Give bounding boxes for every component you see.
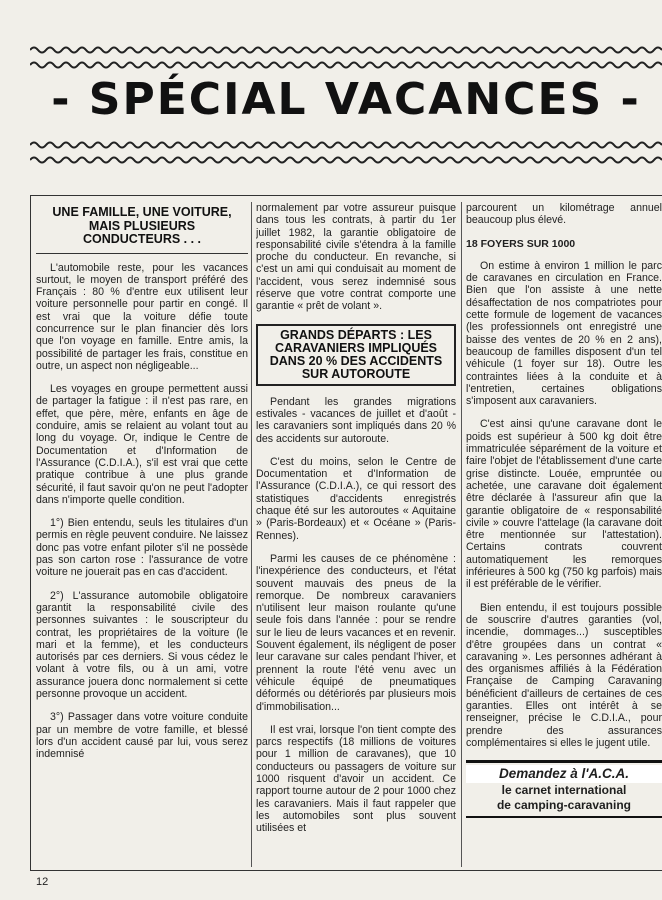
decorative-wave-band	[30, 140, 662, 150]
body-paragraph: Pendant les grandes migrations estivales - vacances de juillet et d'août - les caravaniers sont impliqués dans 20 % des accidents sur autoroute.	[256, 395, 456, 445]
body-paragraph: 3°) Passager dans votre voiture conduite par un membre de votre famille, et blessé lors d'un accident causé par lui, vous serez indemnisé	[36, 711, 248, 761]
body-paragraph: 1°) Bien entendu, seuls les titulaires d'un permis en règle peuvent conduire. Ne laissez donc pas votre enfant piloter s'il ne possède pas son carton rose : l'assurance de votre voiture ne jouerait pas en cas d'accident.	[36, 517, 248, 579]
heading-line: SUR AUTOROUTE	[301, 366, 411, 381]
body-paragraph: C'est du moins, selon le Centre de Documentation et d'Information de l'Assurance (C.D.I.A.), ce qui ressort des statistiques d'accidents enregistrés chaque été sur les autoroutes « Aquitaine » (Paris-Bordeaux) et « Océane » (Paris-Rennes).	[256, 455, 456, 542]
body-paragraph: On estime à environ 1 million le parc de caravanes en circulation en France. Bien que l'on assiste à une nette désaffectation de nos compatriotes pour cette formule de logement de vacances (les professionnels ont enregistré une baisse des ventes de 20 % en 2 ans), beaucoup de familles disposent d'un tel véhicule (1 foyer sur 18). Outre les contraintes liées à la conduite et à l'entretien, certaines obligations s'imposent aux caravaniers.	[466, 259, 662, 408]
subheading: 18 FOYERS SUR 1000	[466, 237, 576, 250]
article-column-3	[466, 202, 662, 867]
column-divider	[251, 202, 252, 867]
promo-line: le carnet international	[501, 783, 627, 798]
body-paragraph: parcourent un kilométrage annuel beaucoup plus élevé.	[466, 202, 662, 227]
heading-line: UNE FAMILLE, UNE VOITURE,	[52, 205, 232, 219]
promo-box	[466, 760, 662, 818]
body-paragraph: 2°) L'assurance automobile obligatoire garantit la responsabilité civile des personnes suivantes : le souscripteur du contrat, les propriétaires de la voiture (le mari et la femme), et les conducteurs autorisés par ces derniers. Si vous cédez le volant à votre fils, ou à un ami, votre assurance jouera donc normalement si cette personne provoque un accident.	[36, 589, 248, 700]
masthead-title: - SPÉCIAL VACANCES -	[51, 74, 641, 125]
body-paragraph: C'est ainsi qu'une caravane dont le poids est supérieur à 500 kg doit être immatriculée séparément de la voiture et faire l'objet de l'établissement d'une carte grise distincte. Louée, empruntée ou achetée, une caravane doit également être déclarée à l'assureur afin que la garantie obligatoire de « responsabilité civile » couvre l'attelage (la caravane doit être mentionnée sur l'attestation). Certains contrats couvrent automatiquement les remorques inférieures à 500 kg (750 kg parfois) mais il est préférable de le vérifier.	[466, 418, 662, 591]
body-paragraph: Parmi les causes de ce phénomène : l'inexpérience des conducteurs, et l'état souvent mauvais des pneus de la remorque. De nombreux caravaniers n'utilisent leur maison roulante qu'une seule fois dans l'année : pour se rendre sur le lieu de leurs vacances et en revenir. Souvent également, ils négligent de poser leur caravane sur cales pendant l'hiver, et prennent la route l'été venu avec un véhicule équipé de pneumatiques déformés ou détériorés par plusieurs mois d'immobilisation...	[256, 552, 456, 713]
article-column-1	[36, 202, 248, 867]
heading-line: CARAVANIERS IMPLIQUÉS	[274, 340, 438, 355]
decorative-wave-band	[30, 60, 662, 70]
heading-line: CONDUCTEURS . . .	[82, 232, 202, 246]
section-heading	[36, 202, 248, 254]
heading-line: DANS 20 % DES ACCIDENTS	[269, 353, 443, 368]
article-column-2	[256, 202, 456, 867]
body-paragraph: L'automobile reste, pour les vacances surtout, le moyen de transport préféré des Français : 80 % d'entre eux utilisent leur voiture personnelle pour partir en congé. Il est vrai que la voiture défie toute concurrence sur le plan financier dès lors que l'on voyage en famille. Entre amis, la possibilité de partager les frais, constitue en outre, un aspect non négligeable...	[36, 261, 248, 372]
decorative-wave-band	[30, 45, 662, 55]
decorative-wave-band	[30, 155, 662, 165]
promo-title: Demandez à l'A.C.A.	[466, 765, 662, 783]
section-heading-boxed	[256, 324, 456, 386]
heading-line: MAIS PLUSIEURS	[88, 218, 196, 233]
heading-line: GRANDS DÉPARTS : LES	[280, 327, 432, 342]
promo-line: de camping-caravaning	[496, 798, 632, 813]
body-paragraph: normalement par votre assureur puisque dans tous les contrats, à partir du 1er juillet 1982, la garantie obligatoire de responsabilité civile s'étendra à la famille proche du conducteur. En revanche, si c'est un ami qui conduisait au moment de l'accident, vous serez indemnisé sous réserve que votre contrat comporte une garantie « prêt de volant ».	[256, 202, 456, 313]
body-paragraph: Les voyages en groupe permettent aussi de partager la fatigue : il n'est pas rare, en effet, que père, mère, enfants en âge de conduire, amis se relaient au volant tout au long du voyage. Or, indique le Centre de Documentation et d'Information de l'Assurance (C.D.I.A.), s'il est vrai que cette pratique contribue à une plus grande sécurité, il faut savoir qu'on ne peut l'adopter dans n'importe quelle condition.	[36, 383, 248, 506]
column-divider	[461, 202, 462, 867]
body-paragraph: Bien entendu, il est toujours possible de souscrire d'autres garanties (vol, incendie, dommages...) susceptibles d'être groupées dans un contrat « caravaning ». Les personnes adhérant à des organismes affiliés à la Fédération Française de Camping Caravaning bénéficient d'ailleurs de certaines de ces garanties. Elles ont intérêt à se renseigner, précise le C.D.I.A., pour prendre des assurances complémentaires si elles le jugent utile.	[466, 601, 662, 749]
body-paragraph: Il est vrai, lorsque l'on tient compte des parcs respectifs (18 millions de voitures pour 1 million de caravanes), que 10 conducteurs ou passagers de voiture sur 1000 risquent d'avoir un accident. Ce rapport tourne autour de 2 pour 1000 chez les caravaniers. Mais il faut rappeler que les automobiles sont plus souvent utilisées et	[256, 723, 456, 835]
page-number: 12	[36, 876, 49, 888]
